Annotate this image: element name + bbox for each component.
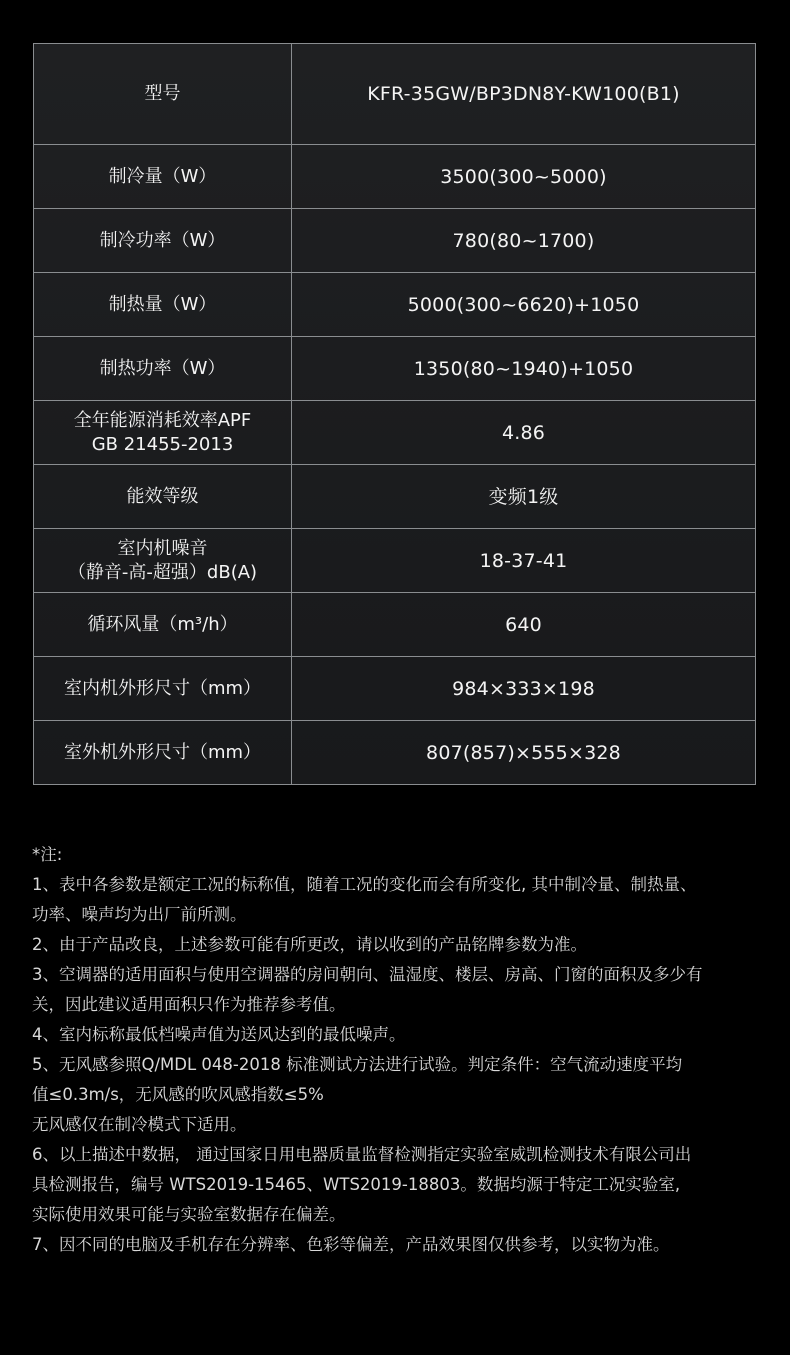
spec-label-line: 制冷功率（W）: [99, 229, 226, 251]
spec-row: [34, 337, 756, 401]
spec-value: 5000(300~6620)+1050: [292, 273, 756, 337]
spec-label-line: 室内机噪音: [117, 537, 208, 559]
spec-label-line: 室外机外形尺寸（mm）: [63, 741, 262, 763]
spec-value: 变频1级: [292, 465, 756, 529]
spec-label: [34, 273, 292, 337]
spec-row: [34, 465, 756, 529]
spec-label-line: （静音-高-超强）dB(A): [67, 561, 258, 583]
note-line: 4、室内标称最低档噪声值为送风达到的最低噪声。: [32, 1025, 406, 1044]
spec-value: 18-37-41: [292, 529, 756, 593]
spec-label: [34, 209, 292, 273]
note-line: 7、因不同的电脑及手机存在分辨率、色彩等偏差，产品效果图仅供参考，以实物为准。: [32, 1235, 670, 1254]
spec-label-line: 循环风量（m³/h）: [87, 613, 238, 635]
spec-label-line: 全年能源消耗效率APF: [73, 409, 252, 431]
spec-label-line: 室内机外形尺寸（mm）: [63, 677, 262, 699]
spec-label: [34, 401, 292, 465]
spec-label: [34, 529, 292, 593]
spec-label: [34, 593, 292, 657]
spec-label-line: 制冷量（W）: [108, 165, 217, 187]
note-line: 无风感仅在制冷模式下适用。: [32, 1115, 247, 1134]
note-line: 具检测报告，编号 WTS2019-15465、WTS2019-18803。数据均源于特定工况实验室,: [32, 1175, 681, 1194]
notes-heading: *注:: [32, 845, 63, 864]
spec-label: [34, 145, 292, 209]
spec-row: [34, 529, 756, 593]
spec-label-line: 制热功率（W）: [99, 357, 226, 379]
note-line: 值≤0.3m/s，无风感的吹风感指数≤5%: [32, 1085, 324, 1104]
spec-label-line: 型号: [144, 83, 181, 104]
spec-row: [34, 721, 756, 785]
spec-row: [34, 209, 756, 273]
note-line: 1、表中各参数是额定工况的标称值，随着工况的变化而会有所变化, 其中制冷量、制热量、: [32, 875, 697, 894]
spec-label-line: 能效等级: [126, 485, 199, 507]
note-line: 6、以上描述中数据， 通过国家日用电器质量监督检测指定实验室威凯检测技术有限公司出: [32, 1145, 692, 1164]
spec-row: [34, 401, 756, 465]
note-line: 关，因此建议适用面积只作为推荐参考值。: [32, 995, 346, 1014]
spec-label: [34, 465, 292, 529]
note-line: 3、空调器的适用面积与使用空调器的房间朝向、温湿度、楼层、房高、门窗的面积及多少有: [32, 965, 703, 984]
notes: [32, 840, 767, 1260]
spec-value: 1350(80~1940)+1050: [292, 337, 756, 401]
spec-row: [34, 44, 756, 145]
spec-value: KFR-35GW/BP3DN8Y-KW100(B1): [292, 44, 756, 145]
spec-row: [34, 657, 756, 721]
spec-label: [34, 337, 292, 401]
spec-row: [34, 273, 756, 337]
spec-row: [34, 593, 756, 657]
note-line: 5、无风感参照Q/MDL 048-2018 标准测试方法进行试验。判定条件：空气流动速度平均: [32, 1055, 683, 1074]
spec-value: 4.86: [292, 401, 756, 465]
note-line: 2、由于产品改良，上述参数可能有所更改，请以收到的产品铭牌参数为准。: [32, 935, 587, 954]
spec-value: 984×333×198: [292, 657, 756, 721]
spec-label-line: 制热量（W）: [108, 293, 217, 315]
note-line: 功率、噪声均为出厂前所测。: [32, 905, 247, 924]
spec-value: 807(857)×555×328: [292, 721, 756, 785]
spec-value: 3500(300~5000): [292, 145, 756, 209]
spec-label: [34, 657, 292, 721]
spec-row: [34, 145, 756, 209]
spec-value: 780(80~1700): [292, 209, 756, 273]
note-line: 实际使用效果可能与实验室数据存在偏差。: [32, 1205, 346, 1224]
spec-label: [34, 44, 292, 145]
spec-label-line: GB 21455-2013: [91, 433, 234, 455]
spec-table: [33, 43, 756, 785]
spec-value: 640: [292, 593, 756, 657]
spec-label: [34, 721, 292, 785]
